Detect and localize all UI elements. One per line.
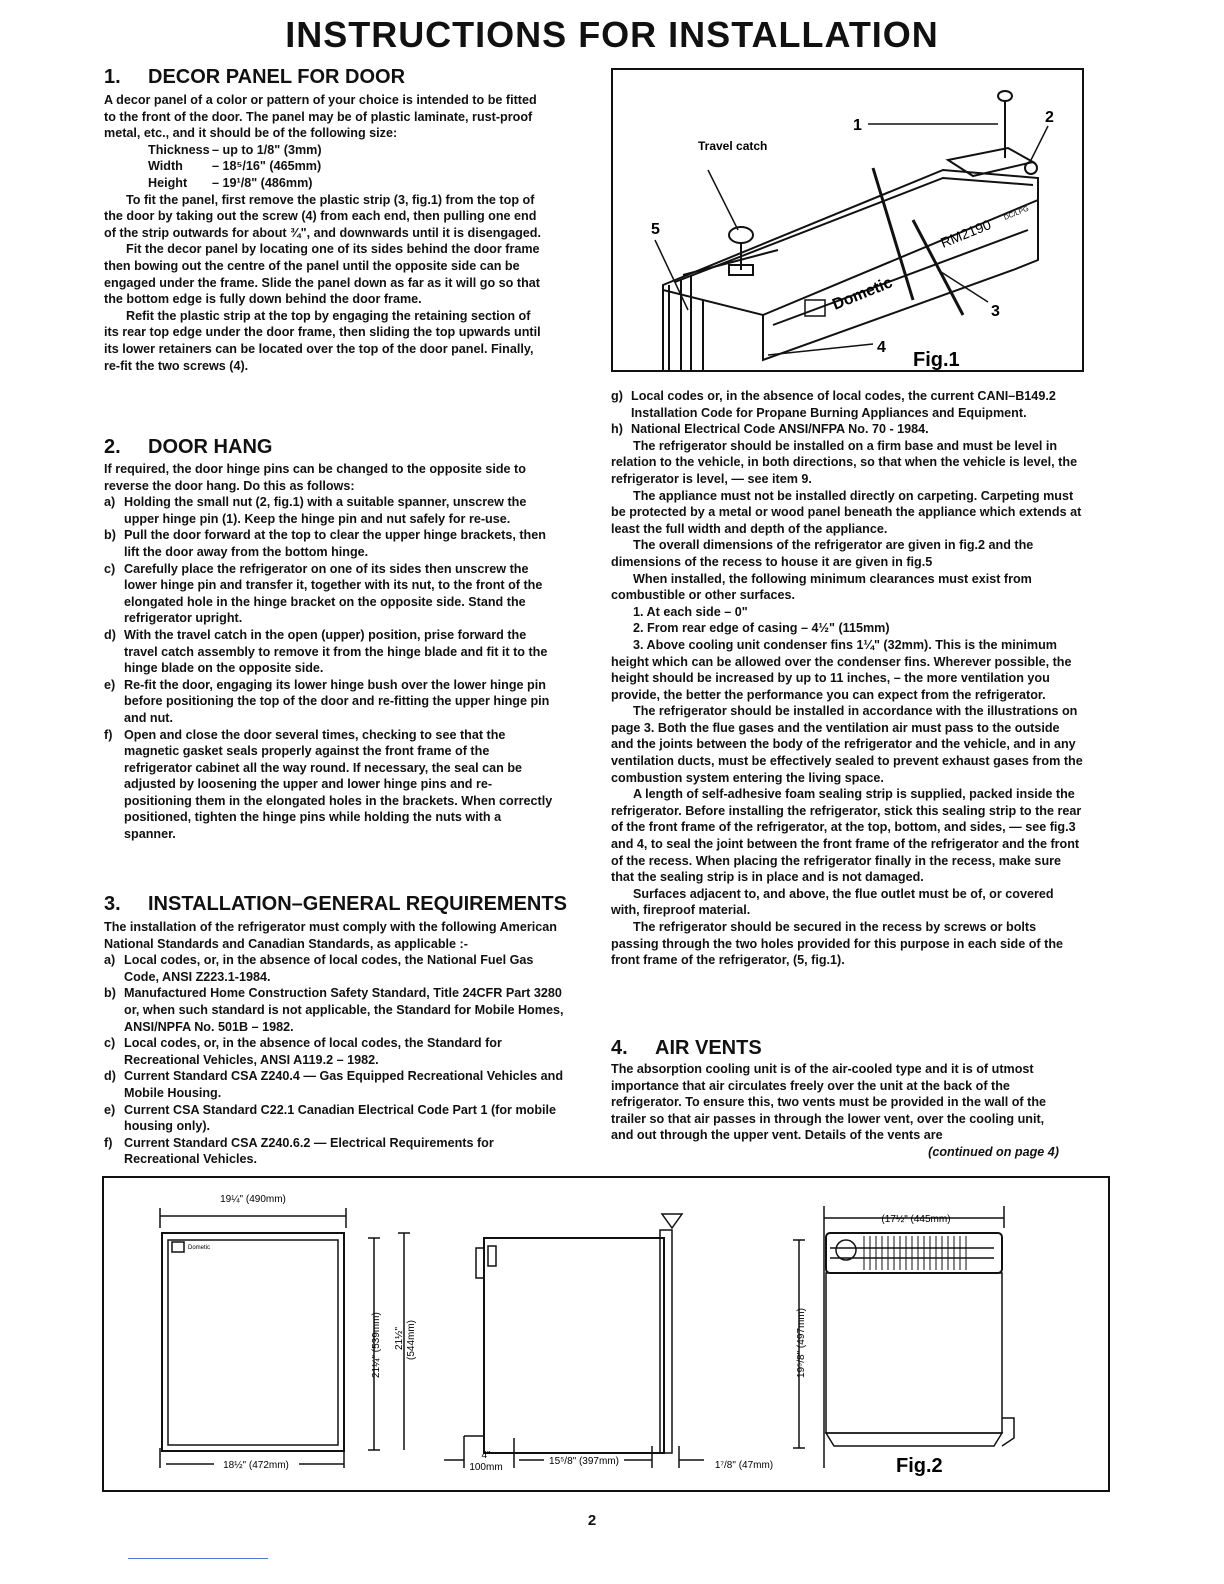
paragraph: A decor panel of a color or pattern of your choice is intended to be fitted to the front of the door. The panel may be of plastic laminate, rust-proof metal, etc., and it should be of the following size:	[104, 93, 537, 141]
fig2-rear-height: 19⁵/8" (497mm)	[796, 1308, 807, 1378]
fig1-label: Fig.1	[913, 349, 960, 370]
paragraph: The absorption cooling unit is of the air-cooled type and it is of utmost importance that air circulates freely over the unit at the back of the refrigerator. To ensure this, two vents must be provided in the wall of the trailer so that air passes in through the lower vent, over the cooling unit, and out through the upper vent. Details of the vents are	[611, 1062, 1047, 1143]
section-4-body	[611, 1061, 1059, 1161]
paragraph: A length of self-adhesive foam sealing strip is supplied, packed inside the refrigerator. Before installing the refrigerator, stick this sealing strip to the rear of the front frame of the refrigerator, at the top, bottom, and sides, — see fig.3 and 4, to seal the joint between the front frame of the refrigerator and the front of the recess. When placing the refrigerator finally in the recess, make sure that the sealing strip is in place and is not damaged.	[611, 787, 1082, 885]
footer-divider	[128, 1558, 268, 1559]
list-item: g) Local codes or, in the absence of local codes, the current CANI–B149.2 Installation Code for Propane Burning Appliances and Equipment.	[611, 389, 1056, 420]
panel-dimensions	[104, 142, 544, 192]
fig2-side-depth-rear: 4"	[481, 1450, 491, 1461]
clearance-item: 2. From rear edge of casing – 4½" (115mm)	[633, 621, 890, 636]
paragraph: The installation of the refrigerator must comply with the following American National Standards and Canadian Standards, as applicable :-	[104, 920, 557, 951]
list-item: e) Re-fit the door, engaging its lower hinge bush over the lower hinge pin before positioning the top of the door and re-fitting the upper hinge pin and nut.	[104, 677, 550, 725]
section-2-heading	[104, 436, 272, 459]
section-number: 4.	[611, 1037, 628, 1059]
section-title: AIR VENTS	[655, 1037, 762, 1059]
section-1-heading	[104, 66, 405, 89]
list-item: a) Local codes, or, in the absence of local codes, the National Fuel Gas Code, ANSI Z223.1-1984.	[104, 953, 534, 984]
fig2-front-width: 19¼" (490mm)	[220, 1194, 286, 1205]
paragraph: Refit the plastic strip at the top by engaging the retaining section of its rear top edge under the door frame, then sliding the top upwards until its lower retainers can be located over the top of the door panel. Finally, re-fit the two screws (4).	[104, 308, 541, 373]
paragraph: When installed, the following minimum clearances must exist from combustible or other surfaces.	[611, 571, 1032, 603]
list-item: a) Holding the small nut (2, fig.1) with a suitable spanner, unscrew the upper hinge pin (1). Keep the hinge pin and nut safely for re-use.	[104, 495, 527, 526]
fig1-callout-1: 1	[853, 117, 862, 134]
paragraph: If required, the door hinge pins can be changed to the opposite side to reverse the door hang. Do this as follows:	[104, 462, 526, 493]
fig2-side-depth-rear-mm: 100mm	[469, 1462, 503, 1473]
clearance-item: 3. Above cooling unit condenser fins 1¼" (32mm). This is the minimum height which can be allowed over the condenser fins. Wherever possible, the height should be increased by up to 11 inches, – the more ventilation you provide, the better the performance you can expect from the refrigerator.	[611, 637, 1072, 702]
paragraph: The overall dimensions of the refrigerator are given in fig.2 and the dimensions of the recess to house it are given in fig.5	[611, 538, 1034, 569]
section-2-body	[104, 461, 556, 843]
fig2-front-height-total-mm: (544mm)	[406, 1319, 417, 1360]
section-4-heading	[611, 1037, 762, 1060]
section-title: DOOR HANG	[148, 436, 273, 458]
section-number: 3.	[104, 893, 121, 915]
fig1-model-suffix: DC/LPG	[1003, 205, 1030, 222]
fig2-illustration	[104, 1178, 1108, 1490]
list-item: d) Current Standard CSA Z240.4 — Gas Equipped Recreational Vehicles and Mobile Housing.	[104, 1069, 564, 1100]
paragraph: To fit the panel, first remove the plastic strip (3, fig.1) from the top of the door by taking out the screw (4) from each end, then pulling one end of the strip outwards for about ¾", and downwards until it is disengaged.	[104, 192, 541, 240]
list-item: b) Manufactured Home Construction Safety Standard, Title 24CFR Part 3280 or, when such standard is not applicable, the Standard for Mobile Homes, ANSI/NPFA No. 501B – 1982.	[104, 986, 564, 1034]
section-number: 2.	[104, 436, 121, 458]
fig1-model-label: RM2190	[938, 216, 994, 251]
list-item: f) Current Standard CSA Z240.6.2 — Electrical Requirements for Recreational Vehicles.	[104, 1135, 494, 1167]
list-item: h) National Electrical Code ANSI/NFPA No. 70 - 1984.	[611, 422, 929, 437]
section-3-body-right	[611, 388, 1083, 969]
section-1-body	[104, 92, 544, 374]
list-item: c) Local codes, or, in the absence of local codes, the Standard for Recreational Vehicles, ANSI A119.2 – 1982.	[104, 1036, 502, 1067]
list-item: e) Current CSA Standard C22.1 Canadian Electrical Code Part 1 (for mobile housing only).	[104, 1102, 557, 1134]
fig2-side-depth-door: 1⁷/8" (47mm)	[714, 1460, 774, 1471]
paragraph: The appliance must not be installed directly on carpeting. Carpeting must be protected by a metal or wood panel beneath the appliance which extends at least the full width and depth of the appliance.	[611, 488, 1082, 536]
fig1-callout-3: 3	[991, 303, 1000, 320]
fig2-label: Fig.2	[896, 1455, 943, 1477]
fig2-front-height-body: 21¼" (539mm)	[371, 1312, 382, 1378]
paragraph: Fit the decor panel by locating one of its sides behind the door frame then bowing out the centre of the panel until the opposite side can be engaged under the frame. Slide the panel down as far as it will go so that the bottom edge is fully down behind the door frame.	[104, 242, 540, 307]
figure-2	[102, 1176, 1110, 1492]
paragraph: Surfaces adjacent to, and above, the flue outlet must be of, or covered with, fireproof material.	[611, 886, 1054, 918]
fig1-brand-label: Dometic	[830, 274, 896, 314]
clearance-item: 1. At each side – 0"	[633, 604, 748, 619]
fig2-side-depth-body: 15⁵/8" (397mm)	[549, 1456, 619, 1467]
list-item: c) Carefully place the refrigerator on one of its sides then unscrew the lower hinge pin and transfer it, together with its nut, to the front of the elongated hole in the hinge bracket on the opposite side. Stand the refrigerator upright.	[104, 561, 543, 626]
figure-1	[611, 68, 1084, 372]
page-number: 2	[587, 1512, 597, 1529]
paragraph: The refrigerator should be installed on a firm base and must be level in relation to the vehicle, in both directions, so that when the vehicle is level, the refrigerator is level, — see item 9.	[611, 438, 1078, 486]
fig1-callout-2: 2	[1045, 109, 1054, 126]
section-number: 1.	[104, 66, 121, 88]
fig2-brand-label: Dometic	[188, 1245, 211, 1251]
list-item: d) With the travel catch in the open (upper) position, prise forward the travel catch assembly to remove it from the hinge blade and fit it to the hinge blade on the opposite side.	[104, 627, 548, 676]
paragraph: The refrigerator should be installed in accordance with the illustrations on page 3. Both the flue gases and the ventilation air must pass to the outside and the joints between the body of the refrigerator and the vehicle, and in any ventilation ducts, must be effectively sealed to prevent exhaust gases from the combustion system entering the living space.	[611, 704, 1083, 785]
list-item: b) Pull the door forward at the top to clear the upper hinge brackets, then lift the door away from the bottom hinge.	[104, 528, 546, 559]
fig2-rear-width: (17½" (445mm)	[881, 1214, 951, 1225]
section-title: INSTALLATION–GENERAL REQUIREMENTS	[148, 893, 567, 915]
fig1-travel-catch-label: Travel catch	[698, 139, 768, 153]
dimension-row: Width – 18⁵/16" (465mm)	[148, 159, 322, 174]
paragraph: The refrigerator should be secured in the recess by screws or bolts passing through the two holes provided for this purpose in each side of the front frame of the refrigerator, (5, fig.1).	[611, 920, 1064, 968]
fig2-front-bottom-width: 18½" (472mm)	[223, 1460, 289, 1471]
fig1-illustration	[613, 70, 1082, 370]
dimension-row: Thickness – up to 1/8" (3mm)	[148, 142, 322, 157]
fig1-callout-5: 5	[651, 221, 660, 238]
section-3-body-left	[104, 919, 564, 1168]
fig2-front-height-total-in: 21½"	[394, 1326, 405, 1350]
page-title: INSTRUCTIONS FOR INSTALLATION	[285, 14, 939, 55]
list-item: f) Open and close the door several times, checking to see that the magnetic gasket seals properly against the front frame of the refrigerator cabinet all the way round. If necessary, the seal can be adjusted by loosening the upper and lower hinge pins and re-positioning them in the elongated holes in the brackets. When correctly positioned, tighten the hinge pins while holding the nuts with a spanner.	[104, 727, 553, 842]
section-title: DECOR PANEL FOR DOOR	[148, 66, 406, 88]
continued-note: (continued on page 4)	[928, 1144, 1059, 1159]
fig1-callout-4: 4	[877, 339, 886, 356]
dimension-row: Height – 19¹/8" (486mm)	[148, 175, 313, 190]
section-3-heading	[104, 893, 567, 916]
